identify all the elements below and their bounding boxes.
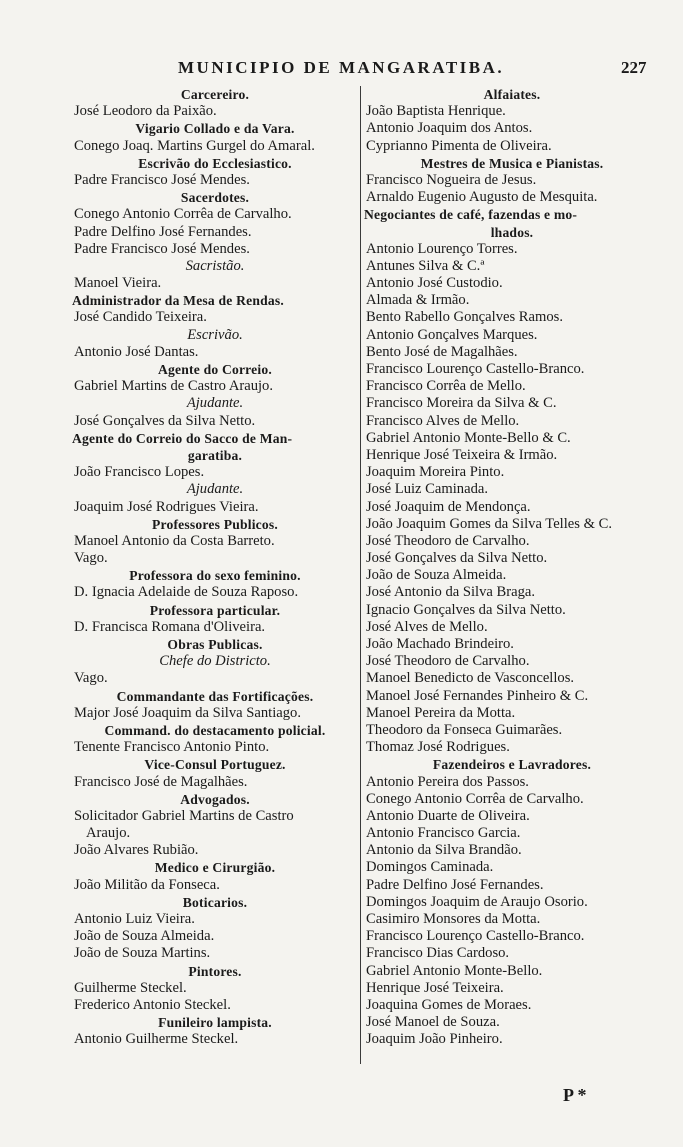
entry-line: Francisco Moreira da Silva & C. [366, 395, 557, 412]
section-heading: garatiba. [187, 447, 243, 463]
section-heading: Carcereiro. [180, 87, 250, 102]
entry-line: Cyprianno Pimenta de Oliveira. [366, 137, 552, 154]
entry-line: Gabriel Antonio Monte-Bello & C. [366, 429, 571, 446]
entry-line: Arnaldo Eugenio Augusto de Mesquita. [366, 189, 598, 206]
entry-line: Henrique José Teixeira. [366, 979, 504, 996]
entry-line: Vago. [74, 670, 108, 687]
entry-line: Francisco Lourenço Castello-Branco. [366, 361, 585, 377]
entry-line: Antonio Guilherme Steckel. [74, 1031, 239, 1048]
entry-line: José Theodoro de Carvalho. [366, 653, 530, 670]
entry-line: Francisco Nogueira de Jesus. [366, 171, 537, 188]
entry-line: Padre Delfino José Fernandes. [74, 223, 252, 240]
section-heading: lhados. [490, 224, 534, 240]
entry-line: José Theodoro de Carvalho. [366, 532, 530, 549]
entry-line: Manoel Pereira da Motta. [366, 704, 516, 721]
entry-line: Antonio Joaquim dos Antos. [366, 120, 533, 137]
entry-line: Frederico Antonio Steckel. [74, 996, 231, 1013]
section-heading: Agente do Correio. [158, 362, 272, 377]
section-heading: Administrador da Mesa de Rendas. [72, 293, 284, 309]
page-header [0, 58, 683, 82]
entry-line: Joaquim Moreira Pinto. [366, 464, 505, 481]
section-heading: Commandante das Fortificações. [116, 688, 314, 704]
entry-line: Padre Delfino José Fernandes. [366, 876, 544, 893]
entry-line: Antonio José Custodio. [366, 275, 503, 292]
section-heading: Professores Publicos. [151, 516, 279, 532]
entry-line: José Gonçalves da Silva Netto. [74, 412, 256, 429]
entry-line: Ignacio Gonçalves da Silva Netto. [366, 601, 566, 618]
section-heading: Sacerdotes. [180, 190, 250, 206]
entry-line: Henrique José Teixeira & Irmão. [366, 446, 558, 463]
section-heading: Command. do destacamento policial. [104, 722, 326, 738]
entry-line: Padre Francisco José Mendes. [74, 171, 250, 188]
entry-line: Solicitador Gabriel Martins de Castro [74, 807, 294, 824]
section-heading: Alfaiates. [483, 87, 541, 102]
entry-line: José Antonio da Silva Braga. [366, 584, 536, 601]
entry-line: Francisco Dias Cardoso. [366, 945, 510, 962]
section-heading: Negociantes de café, fazendas e mo- [364, 207, 578, 223]
entry-line: Antonio José Dantas. [74, 343, 199, 360]
section-heading: Mestres de Musica e Pianistas. [420, 155, 604, 171]
entry-line: Vago. [74, 550, 108, 567]
entry-line: Antonio Francisco Garcia. [366, 825, 521, 842]
right-column [364, 86, 660, 1049]
role-subheading: Escrivão. [187, 326, 243, 343]
entry-line: José Candido Teixeira. [74, 309, 207, 326]
entry-line: Conego Joaq. Martins Gurgel do Amaral. [74, 137, 315, 154]
entry-line: João Alvares Rubião. [74, 842, 199, 859]
section-heading: Vigario Collado e da Vara. [135, 121, 295, 137]
entry-line: Joaquina Gomes de Moraes. [366, 996, 532, 1013]
entry-line: Antonio Lourenço Torres. [366, 240, 518, 257]
role-subheading: Ajudante. [186, 395, 244, 412]
entry-line: Manoel Benedicto de Vasconcellos. [366, 670, 575, 687]
entry-line: Araujo. [86, 825, 131, 842]
entry-line: João Francisco Lopes. [74, 464, 205, 481]
entry-line: João Joaquim Gomes da Silva Telles & C. [366, 515, 612, 532]
section-heading: Fazendeiros e Lavradores. [432, 757, 592, 773]
entry-line: Francisco Lourenço Castello-Branco. [366, 928, 585, 945]
entry-line: Antonio da Silva Brandão. [366, 842, 522, 859]
section-heading: Pintores. [188, 963, 242, 979]
entry-line: Bento José de Magalhães. [366, 343, 518, 360]
entry-line: José Gonçalves da Silva Netto. [366, 550, 548, 567]
section-heading: Professora do sexo feminino. [129, 568, 301, 584]
entry-line: Theodoro da Fonseca Guimarães. [366, 721, 563, 738]
entry-line: Joaquim José Rodrigues Vieira. [74, 498, 259, 515]
entry-line: João de Souza Martins. [74, 945, 211, 962]
entry-line: Domingos Caminada. [366, 859, 494, 876]
entry-line: D. Ignacia Adelaide de Souza Raposo. [74, 584, 299, 601]
role-subheading: Chefe do Districto. [159, 653, 271, 670]
signature-mark: P * [563, 1085, 587, 1105]
entry-line: Conego Antonio Corrêa de Carvalho. [366, 790, 584, 807]
entry-line: João de Souza Almeida. [74, 928, 215, 945]
section-heading: Vice-Consul Portuguez. [144, 757, 286, 773]
entry-line: Bento Rabello Gonçalves Ramos. [366, 309, 563, 326]
entry-line: Tenente Francisco Antonio Pinto. [74, 739, 270, 756]
entry-line: João Baptista Henrique. [366, 103, 506, 120]
section-heading: Agente do Correio do Sacco de Man- [72, 430, 293, 446]
column-divider [360, 86, 361, 1064]
entry-line: Gabriel Martins de Castro Araujo. [74, 378, 273, 395]
section-heading: Professora particular. [149, 602, 281, 618]
entry-line: João de Souza Almeida. [366, 567, 507, 584]
entry-line: Guilherme Steckel. [74, 979, 187, 996]
entry-line: Manoel Antonio da Costa Barreto. [74, 532, 275, 549]
entry-line: José Alves de Mello. [366, 618, 488, 635]
page-number: 227 [621, 58, 647, 77]
entry-line: Francisco José de Magalhães. [74, 773, 248, 790]
entry-line: Antonio Gonçalves Marques. [366, 326, 538, 343]
entry-line: José Joaquim de Mendonça. [366, 498, 531, 515]
role-subheading: Ajudante. [186, 481, 244, 498]
entry-line: Antonio Luiz Vieira. [74, 911, 195, 927]
entry-line: Manoel José Fernandes Pinheiro & C. [366, 687, 589, 704]
entry-line: José Leodoro da Paixão. [74, 103, 217, 120]
entry-line: Gabriel Antonio Monte-Bello. [366, 962, 543, 979]
entry-line: José Luiz Caminada. [366, 481, 488, 498]
entry-line: Antunes Silva & C.ª [366, 257, 485, 274]
entry-line: Antonio Pereira dos Passos. [366, 773, 529, 790]
entry-line: José Manoel de Souza. [366, 1014, 500, 1031]
entry-line: João Militão da Fonseca. [74, 876, 220, 893]
section-heading: Escrivão do Ecclesiastico. [138, 155, 292, 171]
entry-line: Casimiro Monsores da Motta. [366, 911, 541, 927]
entry-line: Thomaz José Rodrigues. [366, 739, 510, 756]
entry-line: Antonio Duarte de Oliveira. [366, 807, 530, 824]
section-heading: Boticarios. [182, 894, 248, 910]
role-subheading: Sacristão. [185, 257, 245, 274]
section-heading: Obras Publicas. [167, 637, 263, 652]
entry-line: Manoel Vieira. [74, 275, 162, 292]
entry-line: Almada & Irmão. [366, 292, 470, 309]
section-heading: Medico e Cirurgião. [154, 860, 276, 876]
entry-line: João Machado Brindeiro. [366, 636, 514, 652]
page-title: MUNICIPIO DE MANGARATIBA. [178, 58, 505, 77]
entry-line: Francisco Alves de Mello. [366, 412, 520, 429]
entry-line: Padre Francisco José Mendes. [74, 240, 250, 257]
entry-line: Francisco Corrêa de Mello. [366, 378, 526, 395]
section-heading: Funileiro lampista. [158, 1015, 272, 1031]
left-column [72, 86, 358, 1049]
entry-line: D. Francisca Romana d'Oliveira. [74, 618, 266, 635]
section-heading: Advogados. [180, 791, 250, 807]
entry-line: Major José Joaquim da Silva Santiago. [74, 704, 301, 721]
entry-line: Joaquim João Pinheiro. [366, 1031, 503, 1048]
entry-line: Domingos Joaquim de Araujo Osorio. [366, 893, 588, 910]
entry-line: Conego Antonio Corrêa de Carvalho. [74, 206, 292, 223]
